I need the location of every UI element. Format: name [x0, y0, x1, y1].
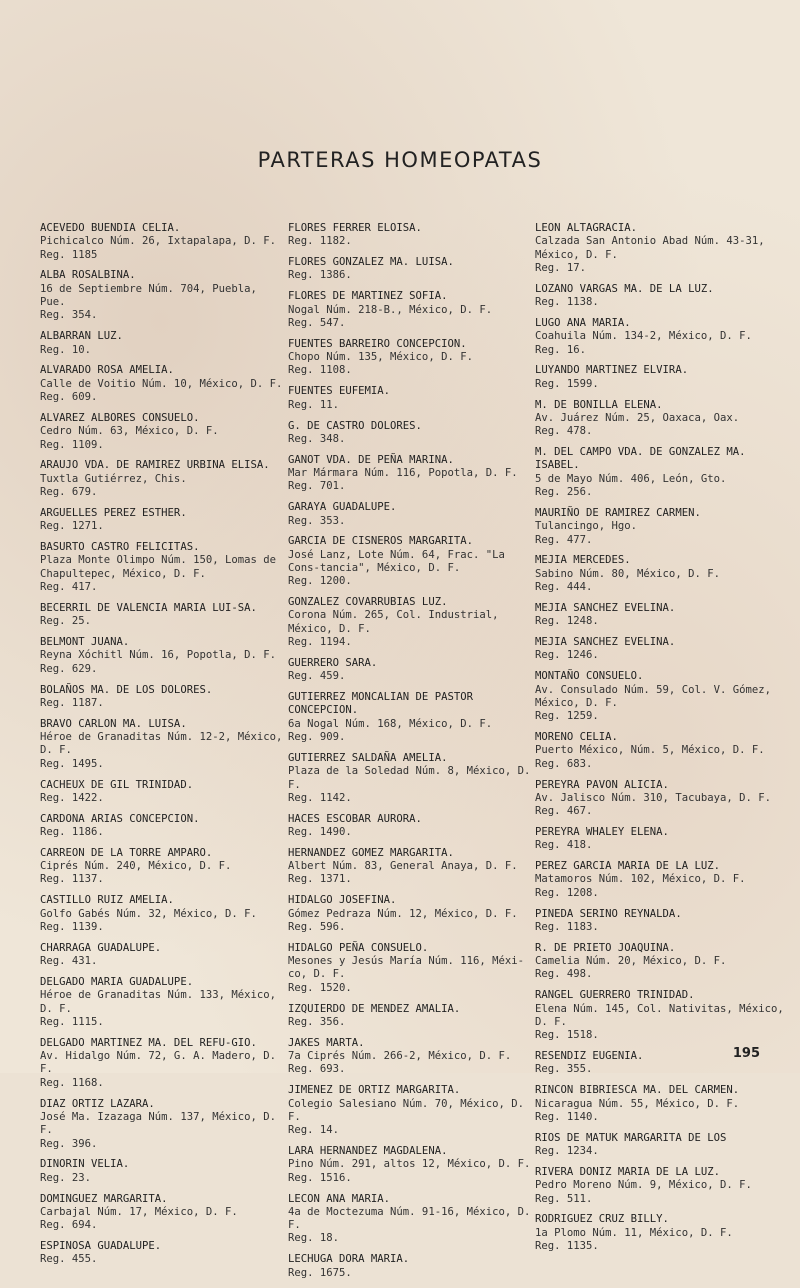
entry-name: MAURIÑO DE RAMIREZ CARMEN. — [535, 506, 701, 519]
entry-registration: Reg. 1109. — [40, 438, 104, 451]
entry-name: GANOT VDA. DE PEÑA MARINA. — [288, 453, 454, 466]
entry-address: Tulancingo, Hgo. — [535, 520, 638, 533]
entry-registration: Reg. 17. — [535, 261, 587, 274]
entry-name: CARDONA ARIAS CONCEPCION. — [40, 812, 200, 825]
entry-name: ACEVEDO BUENDIA CELIA. — [40, 222, 181, 234]
entry-registration: Reg. 10. — [40, 343, 92, 356]
entry-name: JAKES MARTA. — [288, 1036, 365, 1049]
directory-entry — [535, 1132, 785, 1159]
entry-name: PEREYRA PAVON ALICIA. — [535, 778, 669, 791]
entry-name: FUENTES BARREIRO CONCEPCION. — [288, 337, 467, 350]
entry-name: RIVERA DONIZ MARIA DE LA LUZ. — [535, 1165, 720, 1178]
entry-registration: Reg. 694. — [40, 1219, 98, 1232]
entry-name: BASURTO CASTRO FELICITAS. — [40, 541, 200, 554]
entry-registration: Reg. 1371. — [288, 873, 352, 886]
entry-registration: Reg. 1520. — [288, 981, 352, 994]
directory-entry — [535, 779, 785, 819]
entry-address: 5 de Mayo Núm. 406, León, Gto. — [535, 472, 727, 485]
entry-registration: Reg. 1182. — [288, 235, 352, 248]
entry-name: HERNANDEZ GOMEZ MARGARITA. — [288, 846, 454, 859]
entry-name: MORENO CELIA. — [535, 731, 618, 744]
entry-registration: Reg. 1271. — [40, 520, 104, 533]
entry-address: Av. Hidalgo Núm. 72, G. A. Madero, D. F. — [40, 1050, 283, 1076]
entry-registration: Reg. 1599. — [535, 377, 599, 390]
entry-address: Matamoros Núm. 102, México, D. F. — [535, 873, 746, 886]
entry-address: Héroe de Granaditas Núm. 133, México, D. F. — [40, 989, 283, 1015]
entry-address: Plaza Monte Olimpo Núm. 150, Lomas de Chapultepec, México, D. F. — [40, 554, 283, 580]
entry-name: RANGEL GUERRERO TRINIDAD. — [535, 989, 695, 1002]
entry-registration: Reg. 547. — [288, 316, 346, 329]
entry-name: FLORES DE MARTINEZ SOFIA. — [288, 290, 448, 303]
column-1 — [40, 222, 288, 1274]
entry-address: Gómez Pedraza Núm. 12, México, D. F. — [288, 907, 518, 920]
entry-registration: Reg. 1137. — [40, 873, 104, 886]
directory-entry — [535, 317, 785, 357]
entry-name: ALVARADO ROSA AMELIA. — [40, 364, 174, 377]
entry-name: M. DE BONILLA ELENA. — [535, 398, 663, 411]
entry-name: FLORES GONZALEZ MA. LUISA. — [288, 256, 454, 269]
entry-name: LOZANO VARGAS MA. DE LA LUZ. — [535, 282, 714, 295]
entry-address: Coahuila Núm. 134-2, México, D. F. — [535, 330, 752, 343]
directory-entry — [40, 541, 288, 594]
entry-address: Puerto México, Núm. 5, México, D. F. — [535, 744, 765, 757]
entry-name: BELMONT JUANA. — [40, 636, 130, 649]
directory-entry — [40, 459, 288, 499]
entry-address: Sabino Núm. 80, México, D. F. — [535, 567, 720, 580]
entry-registration: Reg. 356. — [288, 1015, 346, 1028]
directory-entry — [288, 1037, 536, 1077]
entry-name: RODRIGUEZ CRUZ BILLY. — [535, 1213, 669, 1226]
entry-name: GUTIERREZ SALDAÑA AMELIA. — [288, 751, 448, 764]
entry-name: CASTILLO RUIZ AMELIA. — [40, 894, 174, 907]
entry-name: DIAZ ORTIZ LAZARA. — [40, 1097, 155, 1110]
entry-name: DELGADO MARTINEZ MA. DEL REFU-GIO. — [40, 1036, 257, 1049]
directory-entry — [288, 501, 536, 528]
entry-registration: Reg. 1259. — [535, 710, 599, 723]
entry-name: ARGUELLES PEREZ ESTHER. — [40, 506, 187, 519]
directory-entry — [288, 385, 536, 412]
page-title: PARTERAS HOMEOPATAS — [257, 148, 543, 172]
entry-name: ALBARRAN LUZ. — [40, 330, 123, 343]
entry-name: CACHEUX DE GIL TRINIDAD. — [40, 778, 194, 791]
directory-entry — [535, 1213, 785, 1253]
directory-entry — [288, 752, 536, 805]
entry-registration: Reg. 1248. — [535, 615, 599, 628]
entry-name: GUERRERO SARA. — [288, 656, 378, 669]
entry-address: Albert Núm. 83, General Anaya, D. F. — [288, 860, 518, 873]
entry-name: RINCON BIBRIESCA MA. DEL CARMEN. — [535, 1084, 740, 1097]
directory-entry — [288, 420, 536, 447]
directory-entry — [535, 942, 785, 982]
entry-registration: Reg. 1516. — [288, 1171, 352, 1184]
entry-address: Reyna Xóchitl Núm. 16, Popotla, D. F. — [40, 649, 276, 662]
entry-registration: Reg. 354. — [40, 309, 98, 322]
entry-address: Av. Juárez Núm. 25, Oaxaca, Oax. — [535, 411, 740, 424]
entry-address: 4a de Moctezuma Núm. 91-16, México, D. F. — [288, 1205, 537, 1232]
entry-address: Elena Núm. 145, Col. Nativitas, México, D. F. — [535, 1002, 791, 1028]
entry-name: LARA HERNANDEZ MAGDALENA. — [288, 1145, 448, 1158]
entry-address: Plaza de la Soledad Núm. 8, México, D. F. — [288, 765, 537, 791]
entry-registration: Reg. 16. — [535, 343, 587, 356]
entry-registration: Reg. 1142. — [288, 791, 352, 804]
entry-registration: Reg. 478. — [535, 425, 593, 438]
directory-entry — [535, 989, 791, 1042]
directory-entry — [40, 779, 288, 806]
entry-address: Colegio Salesiano Núm. 70, México, D. F. — [288, 1097, 531, 1123]
entry-name: HIDALGO PEÑA CONSUELO. — [288, 941, 429, 954]
entry-registration: Reg. 693. — [288, 1063, 346, 1076]
entry-registration: Reg. 1246. — [535, 649, 599, 662]
entry-registration: Reg. 417. — [40, 580, 98, 593]
directory-entry — [535, 1084, 785, 1124]
entry-registration: Reg. 1187. — [40, 696, 104, 709]
directory-entry — [535, 507, 785, 547]
entry-address: Pichicalco Núm. 26, Ixtapalapa, D. F. — [40, 235, 276, 248]
directory-entry — [288, 1193, 536, 1246]
directory-entry — [40, 718, 288, 771]
entry-address: Calle de Voitio Núm. 10, México, D. F. — [40, 377, 283, 390]
directory-entry — [40, 1193, 288, 1233]
entry-registration: Reg. 444. — [535, 580, 593, 593]
directory-entry — [40, 364, 288, 404]
directory-entry — [535, 446, 785, 499]
entry-registration: Reg. 459. — [288, 670, 346, 683]
entry-registration: Reg. 431. — [40, 955, 98, 968]
entry-registration: Reg. 396. — [40, 1137, 98, 1150]
entry-registration: Reg. 1186. — [40, 826, 104, 838]
directory-entry — [288, 1084, 536, 1137]
directory-entry — [535, 1166, 785, 1206]
directory-entry — [288, 813, 536, 840]
page-number: 195 — [732, 1046, 760, 1061]
entry-registration: Reg. 1675. — [288, 1266, 352, 1279]
entry-address: Pino Núm. 291, altos 12, México, D. F. — [288, 1158, 531, 1171]
entry-name: DELGADO MARIA GUADALUPE. — [40, 976, 194, 989]
entry-registration: Reg. 1138. — [535, 296, 599, 309]
entry-address: José Ma. Izazaga Núm. 137, México, D. F. — [40, 1110, 283, 1137]
entry-address: Nogal Núm. 218-B., México, D. F. — [288, 303, 493, 316]
entry-address: Cedro Núm. 63, México, D. F. — [40, 425, 219, 438]
column-2 — [288, 222, 536, 1288]
entry-registration: Reg. 1200. — [288, 575, 352, 588]
entry-name: FLORES FERRER ELOISA. — [288, 222, 422, 234]
entry-registration: Reg. 14. — [288, 1124, 340, 1137]
entry-registration: Reg. 1135. — [535, 1240, 599, 1253]
entry-address: 16 de Septiembre Núm. 704, Puebla, Pue. — [40, 282, 264, 309]
entry-registration: Reg. 1108. — [288, 364, 352, 377]
entry-address: 6a Nogal Núm. 168, México, D. F. — [288, 717, 493, 730]
entry-name: MEJIA MERCEDES. — [535, 554, 631, 567]
entry-name: DOMINGUEZ MARGARITA. — [40, 1192, 168, 1205]
entry-name: RESENDIZ EUGENIA. — [535, 1050, 644, 1063]
entry-registration: Reg. 1422. — [40, 791, 104, 804]
directory-entry — [288, 256, 536, 283]
entry-name: RIOS DE MATUK MARGARITA DE LOS — [535, 1131, 727, 1144]
entry-registration: Reg. 1234. — [535, 1145, 599, 1158]
directory-entry — [40, 684, 288, 711]
entry-name: G. DE CASTRO DOLORES. — [288, 419, 422, 432]
entry-address: Av. Jalisco Núm. 310, Tacubaya, D. F. — [535, 791, 771, 804]
entry-address: Héroe de Granaditas Núm. 12-2, México, D. F. — [40, 731, 289, 757]
directory-entry — [535, 554, 785, 594]
directory-entry — [40, 222, 288, 262]
entry-registration: Reg. 1185 — [40, 248, 98, 261]
entry-registration: Reg. 1139. — [40, 920, 104, 933]
entry-registration: Reg. 256. — [535, 486, 593, 499]
directory-entry — [288, 942, 536, 995]
entry-registration: Reg. 596. — [288, 920, 346, 933]
directory-entry — [288, 454, 536, 494]
directory-entry — [40, 813, 288, 840]
entry-name: PEREZ GARCIA MARIA DE LA LUZ. — [535, 860, 720, 873]
entry-registration: Reg. 498. — [535, 968, 593, 981]
entry-registration: Reg. 683. — [535, 757, 593, 770]
entry-address: Tuxtla Gutiérrez, Chis. — [40, 472, 187, 485]
entry-name: GARCIA DE CISNEROS MARGARITA. — [288, 535, 473, 548]
directory-entry — [535, 602, 785, 629]
entry-name: ALBA ROSALBINA. — [40, 269, 136, 282]
entry-registration: Reg. 1386. — [288, 269, 352, 282]
entry-name: PEREYRA WHALEY ELENA. — [535, 826, 669, 838]
entry-name: LEON ALTAGRACIA. — [535, 222, 638, 234]
directory-entry — [535, 636, 785, 663]
entry-registration: Reg. 1208. — [535, 886, 599, 899]
entry-name: FUENTES EUFEMIA. — [288, 385, 391, 398]
entry-address: Chopo Núm. 135, México, D. F. — [288, 351, 473, 364]
directory-entry — [40, 412, 288, 452]
directory-entry — [535, 283, 785, 310]
directory-entry — [288, 657, 536, 684]
directory-entry — [40, 602, 288, 629]
entry-name: LECHUGA DORA MARIA. — [288, 1253, 410, 1266]
entry-registration: Reg. 25. — [40, 615, 92, 628]
entry-name: DINORIN VELIA. — [40, 1158, 130, 1171]
entry-name: MEJIA SANCHEZ EVELINA. — [535, 636, 676, 649]
entry-address: Calzada San Antonio Abad Núm. 43-31, México, D. F. — [535, 235, 771, 261]
directory-entry — [288, 596, 536, 649]
entry-registration: Reg. 418. — [535, 839, 593, 852]
directory-entry — [40, 507, 288, 534]
entry-registration: Reg. 477. — [535, 533, 593, 546]
entry-name: IZQUIERDO DE MENDEZ AMALIA. — [288, 1002, 461, 1015]
entry-registration: Reg. 11. — [288, 398, 340, 411]
entry-address: Golfo Gabés Núm. 32, México, D. F. — [40, 907, 257, 920]
entry-name: CARREON DE LA TORRE AMPARO. — [40, 846, 213, 859]
entry-address: José Lanz, Lote Núm. 64, Frac. "La Cons-tancia", México, D. F. — [288, 548, 512, 574]
entry-registration: Reg. 609. — [40, 391, 98, 404]
entry-name: CHARRAGA GUADALUPE. — [40, 941, 162, 954]
entry-registration: Reg. 1194. — [288, 636, 352, 649]
directory-entry — [535, 364, 785, 391]
entry-address: Camelia Núm. 20, México, D. F. — [535, 955, 727, 968]
entry-registration: Reg. 511. — [535, 1192, 593, 1205]
entry-registration: Reg. 355. — [535, 1063, 593, 1076]
entry-registration: Reg. 455. — [40, 1253, 98, 1266]
directory-entry — [40, 636, 288, 676]
entry-name: PINEDA SERINO REYNALDA. — [535, 907, 682, 920]
directory-entry — [535, 908, 785, 935]
entry-name: BRAVO CARLON MA. LUISA. — [40, 717, 187, 730]
directory-entry — [40, 269, 288, 322]
entry-name: GARAYA GUADALUPE. — [288, 501, 397, 514]
entry-registration: Reg. 1168. — [40, 1076, 104, 1089]
entry-address: Corona Núm. 265, Col. Industrial, México, D. F. — [288, 609, 505, 635]
entry-registration: Reg. 1115. — [40, 1015, 104, 1028]
entry-name: BECERRIL DE VALENCIA MARIA LUI-SA. — [40, 601, 257, 614]
directory-entry — [40, 1037, 288, 1090]
entry-name: MONTAÑO CONSUELO. — [535, 670, 644, 683]
directory-entry — [535, 222, 785, 275]
entry-registration: Reg. 1140. — [535, 1110, 599, 1123]
entry-name: R. DE PRIETO JOAQUINA. — [535, 941, 676, 954]
directory-entry — [40, 847, 288, 887]
directory-entry — [40, 330, 288, 357]
directory-entry — [288, 535, 536, 588]
entry-registration: Reg. 18. — [288, 1232, 340, 1245]
entry-name: JIMENEZ DE ORTIZ MARGARITA. — [288, 1084, 461, 1097]
entry-registration: Reg. 701. — [288, 480, 346, 493]
directory-entry — [288, 691, 536, 744]
entry-address: Mesones y Jesús María Núm. 116, Méxi-co, D. F. — [288, 955, 524, 981]
entry-address: Pedro Moreno Núm. 9, México, D. F. — [535, 1179, 752, 1192]
column-3 — [535, 222, 791, 1261]
directory-entry — [288, 1145, 536, 1185]
entry-name: LUYANDO MARTINEZ ELVIRA. — [535, 364, 689, 377]
entry-registration: Reg. 467. — [535, 805, 593, 818]
entry-name: MEJIA SANCHEZ EVELINA. — [535, 601, 676, 614]
entry-registration: Reg. 1490. — [288, 826, 352, 838]
entry-registration: Reg. 23. — [40, 1171, 92, 1184]
entry-registration: Reg. 1183. — [535, 920, 599, 933]
directory-entry — [40, 1158, 288, 1185]
entry-registration: Reg. 909. — [288, 731, 346, 744]
directory-entry — [40, 1240, 288, 1267]
entry-name: ESPINOSA GUADALUPE. — [40, 1240, 162, 1253]
entry-name: ARAUJO VDA. DE RAMIREZ URBINA ELISA. — [40, 459, 270, 472]
directory-entry — [40, 942, 288, 969]
directory-entry — [40, 1098, 288, 1151]
entry-name: LECON ANA MARIA. — [288, 1192, 391, 1205]
entry-name: M. DEL CAMPO VDA. DE GONZALEZ MA. ISABEL. — [535, 446, 752, 472]
entry-name: LUGO ANA MARIA. — [535, 316, 631, 329]
directory-entry — [535, 860, 785, 900]
entry-registration: Reg. 1495. — [40, 757, 104, 770]
entry-address: Ciprés Núm. 240, México, D. F. — [40, 860, 232, 873]
directory-entry — [288, 222, 536, 249]
entry-name: GUTIERREZ MONCALIAN DE PASTOR CONCEPCION. — [288, 691, 480, 717]
directory-entry — [535, 826, 785, 853]
directory-entry — [535, 731, 785, 771]
entry-name: HIDALGO JOSEFINA. — [288, 894, 397, 907]
entry-address: Nicaragua Núm. 55, México, D. F. — [535, 1097, 740, 1110]
entry-registration: Reg. 348. — [288, 432, 346, 445]
directory-entry — [288, 847, 536, 887]
directory-entry — [288, 1253, 536, 1280]
entry-registration: Reg. 353. — [288, 514, 346, 527]
directory-entry — [535, 399, 785, 439]
directory-entry — [288, 338, 536, 378]
entry-name: GONZALEZ COVARRUBIAS LUZ. — [288, 596, 448, 609]
entry-name: HACES ESCOBAR AURORA. — [288, 812, 422, 825]
entry-registration: Reg. 1518. — [535, 1029, 599, 1042]
directory-entry — [40, 894, 288, 934]
entry-address: Av. Consulado Núm. 59, Col. V. Gómez, México, D. F. — [535, 683, 778, 709]
directory-entry — [40, 976, 288, 1029]
directory-entry — [288, 1003, 536, 1030]
entry-address: Mar Mármara Núm. 116, Popotla, D. F. — [288, 467, 518, 480]
entry-address: 1a Plomo Núm. 11, México, D. F. — [535, 1226, 733, 1239]
entry-registration: Reg. 679. — [40, 486, 98, 499]
directory-entry — [535, 670, 785, 723]
entry-registration: Reg. 629. — [40, 662, 98, 675]
entry-address: 7a Ciprés Núm. 266-2, México, D. F. — [288, 1050, 512, 1063]
entry-name: ALVAREZ ALBORES CONSUELO. — [40, 411, 200, 424]
directory-entry — [288, 894, 536, 934]
entry-address: Carbajal Núm. 17, México, D. F. — [40, 1205, 238, 1218]
entry-name: BOLAÑOS MA. DE LOS DOLORES. — [40, 683, 213, 696]
directory-entry — [288, 290, 536, 330]
